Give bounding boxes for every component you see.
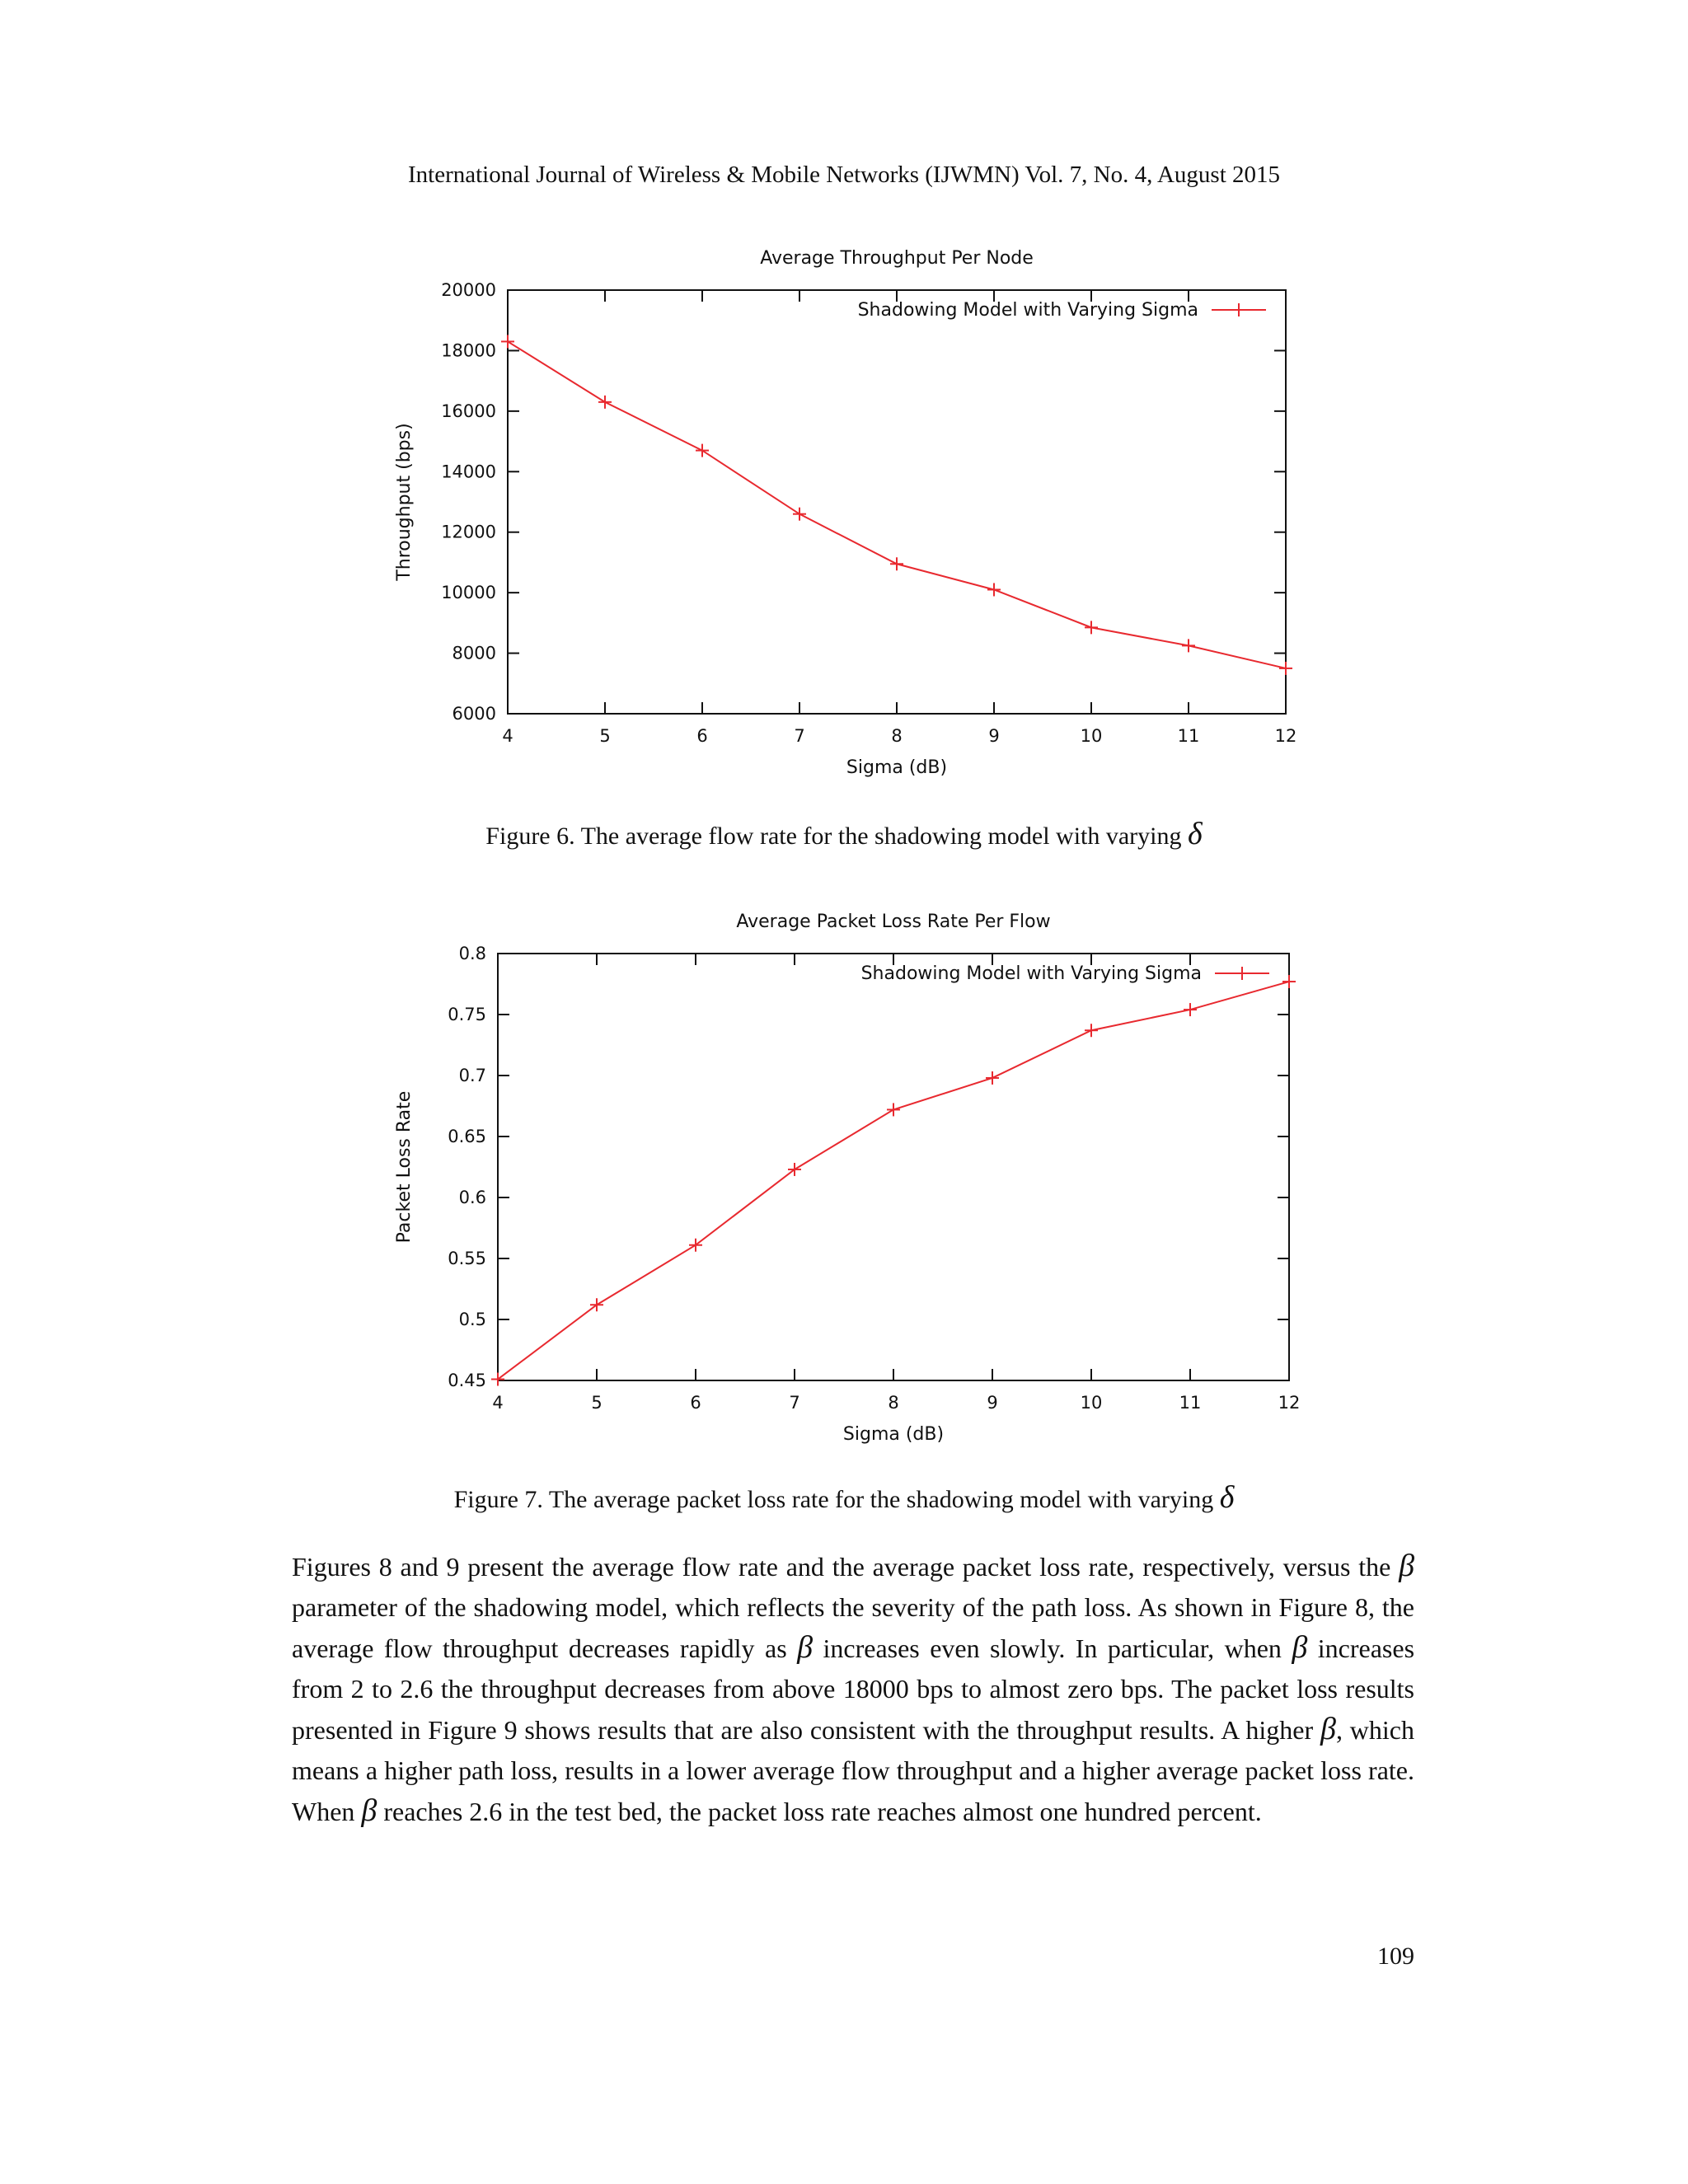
x-tick-label: 11 [1177,726,1200,746]
y-tick-label: 14000 [441,462,496,482]
x-tick-label: 12 [1278,1393,1301,1413]
data-point-marker [1085,1024,1098,1037]
data-point-marker [987,583,1001,596]
beta-symbol: β [1399,1549,1414,1583]
packet-loss-chart-svg [0,894,1688,1463]
x-axis-label: Sigma (dB) [842,1424,945,1445]
data-point-marker [1085,621,1098,634]
y-tick-label: 6000 [452,704,496,724]
y-tick-label: 0.75 [448,1005,486,1024]
data-point-marker [501,335,514,348]
beta-symbol: β [797,1630,814,1665]
y-tick-label: 10000 [441,583,496,603]
x-tick-label: 6 [696,726,708,746]
y-tick-label: 0.7 [458,1066,486,1085]
x-tick-label: 8 [888,1393,899,1413]
plot-frame [508,290,1286,714]
y-tick-label: 16000 [441,401,496,421]
y-tick-label: 0.65 [448,1127,486,1146]
body-text-segment: Figures 8 and 9 present the average flow rate and the average packet loss rate, respectively, versus the [292,1552,1400,1582]
chart-title: Average Throughput Per Node [760,248,1034,269]
x-tick-label: 7 [794,726,805,746]
throughput-chart-svg [0,231,1688,791]
data-point-marker [689,1239,702,1252]
x-tick-label: 7 [789,1393,800,1413]
x-tick-label: 10 [1080,726,1103,746]
x-tick-label: 4 [492,1393,504,1413]
figure-7-chart [0,894,1688,1463]
y-tick-label: 0.45 [448,1371,486,1390]
beta-symbol: β [361,1793,377,1828]
beta-symbol: β [1292,1630,1308,1665]
y-tick-label: 12000 [441,522,496,542]
y-tick-label: 20000 [441,280,496,300]
y-tick-label: 8000 [452,643,496,663]
data-point-marker [1184,1003,1197,1016]
y-tick-label: 0.55 [448,1249,486,1268]
data-point-marker [491,1373,504,1386]
x-tick-label: 9 [987,1393,998,1413]
chart-title: Average Packet Loss Rate Per Flow [736,912,1051,932]
figure-6-caption-text: Figure 6. The average flow rate for the shadowing model with varying [485,823,1182,850]
data-point-marker [590,1298,603,1311]
data-point-marker [986,1071,999,1085]
figure-7-caption-text: Figure 7. The average packet loss rate for the shadowing model with varying [453,1486,1214,1513]
body-text-segment: reaches 2.6 in the test bed, the packet loss rate reaches almost one hundred percent. [377,1797,1262,1826]
y-axis-label: Packet Loss Rate [394,1090,415,1244]
x-axis-label: Sigma (dB) [846,757,948,778]
plot-frame [498,954,1289,1380]
legend-label: Shadowing Model with Varying Sigma [857,300,1198,321]
figure-6-caption [0,816,1688,852]
x-tick-label: 5 [591,1393,603,1413]
body-paragraph [292,1546,1414,1832]
x-tick-label: 11 [1179,1393,1202,1413]
data-point-marker [598,396,612,409]
legend-label: Shadowing Model with Varying Sigma [860,963,1202,984]
y-tick-label: 0.6 [458,1188,486,1207]
delta-symbol: δ [1219,1480,1235,1515]
body-text-segment: increases from 2 to 2.6 the throughput decreases from above 18000 bps to almost zero bps. The packet loss results presented in Figure 9 shows results that are also consistent with the throughput results. A higher [292,1633,1415,1745]
x-tick-label: 10 [1080,1393,1103,1413]
data-point-marker [696,444,709,457]
y-axis-label: Throughput (bps) [394,423,415,581]
data-point-marker [890,557,903,570]
data-point-marker [1282,975,1296,988]
page-number: 109 [1377,1943,1414,1970]
x-tick-label: 12 [1274,726,1297,746]
body-text-segment: parameter of the shadowing model, which reflects the severity of the path loss. As shown in Figure 8, the average flow throughput decreases rapidly as [292,1592,1414,1663]
x-tick-label: 4 [502,726,513,746]
figure-7-caption [0,1479,1688,1516]
y-tick-label: 18000 [441,340,496,361]
beta-symbol: β [1320,1712,1336,1746]
x-tick-label: 6 [690,1393,701,1413]
data-point-marker [1182,639,1195,652]
series-line [508,341,1286,668]
data-point-marker [793,508,806,521]
data-point-marker [1279,662,1292,675]
body-text-segment: increases even slowly. In particular, when [813,1633,1292,1663]
y-tick-label: 0.8 [458,944,486,963]
figure-6-chart [0,231,1688,791]
body-text-segment: , which means a higher path loss, results in a lower average flow throughput and a higher average packet loss rate. When [292,1715,1415,1826]
data-point-marker [788,1163,801,1176]
journal-header: International Journal of Wireless & Mobile Networks (IJWMN) Vol. 7, No. 4, August 2015 [407,162,1281,188]
x-tick-label: 5 [599,726,611,746]
y-tick-label: 0.5 [458,1310,486,1329]
delta-symbol: δ [1188,817,1203,851]
series-line [498,982,1289,1379]
x-tick-label: 9 [988,726,1000,746]
x-tick-label: 8 [891,726,903,746]
data-point-marker [887,1103,900,1116]
